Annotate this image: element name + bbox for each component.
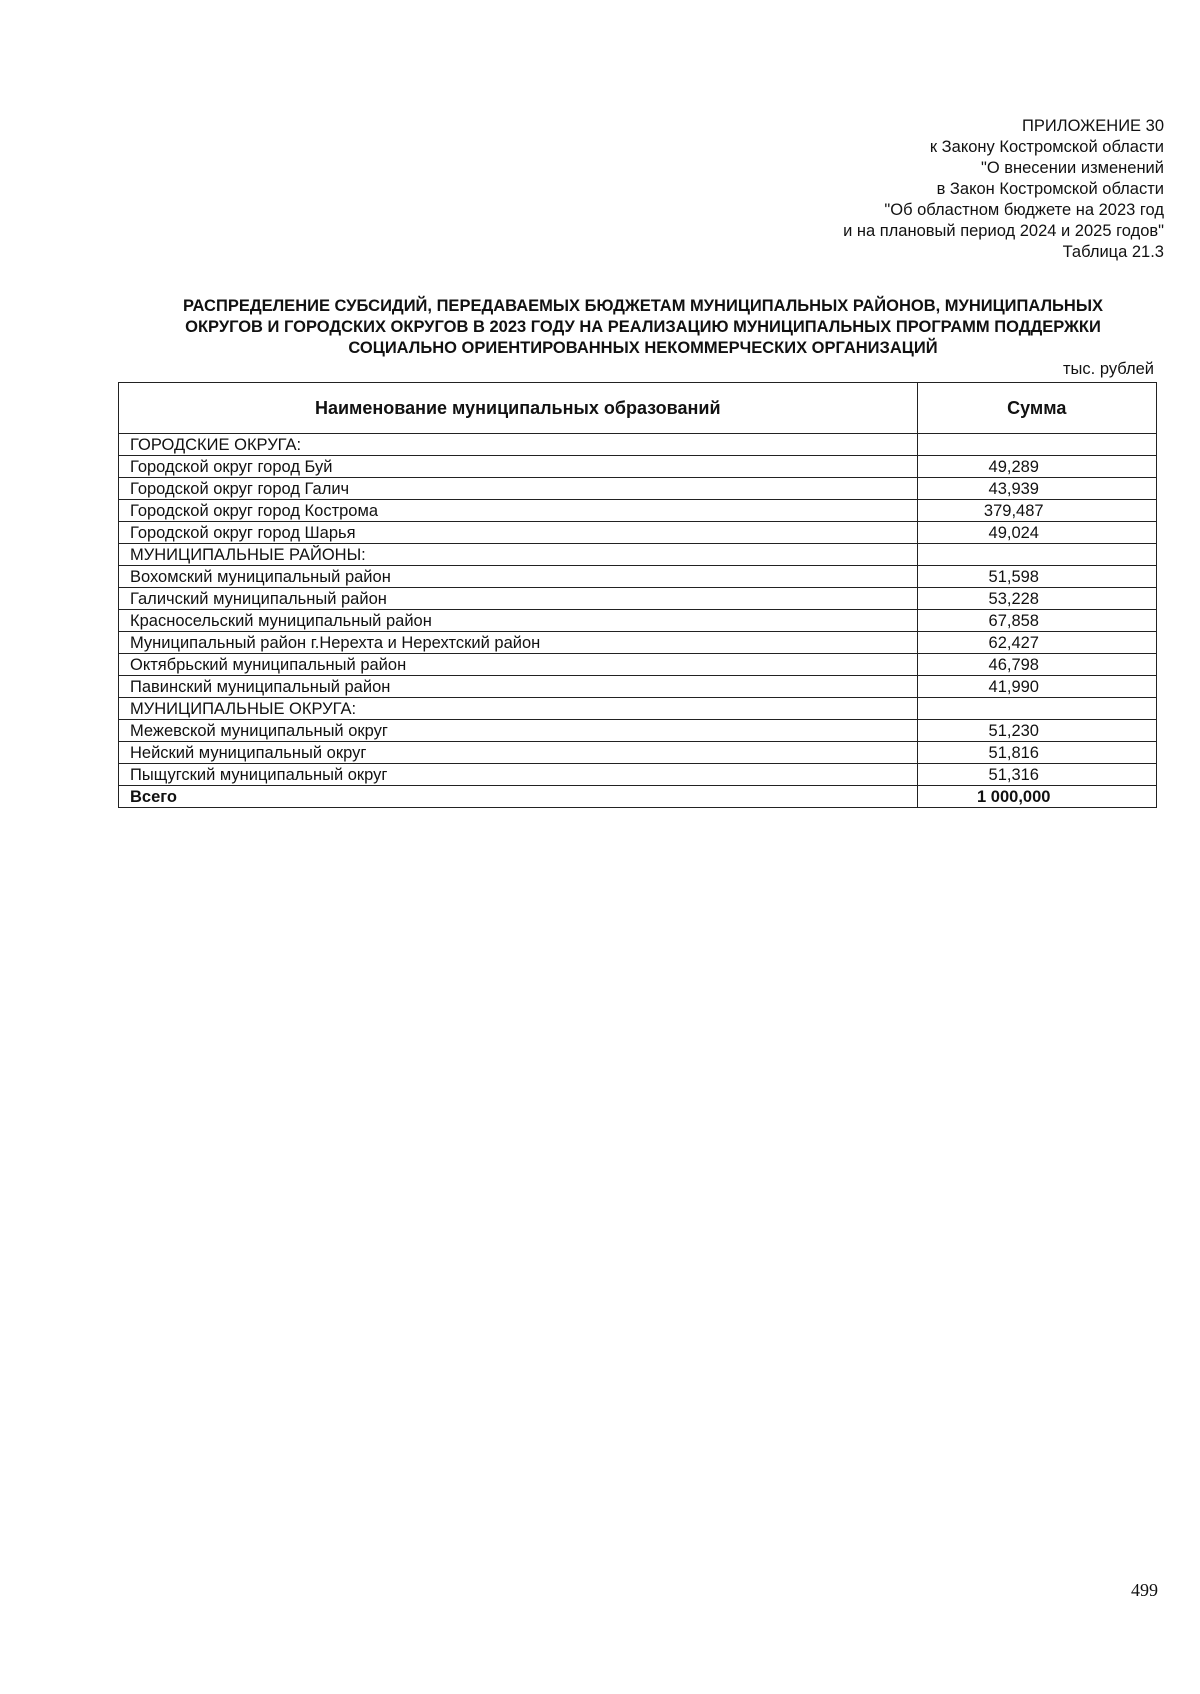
- table-row: [119, 500, 1157, 522]
- municipality-name-cell: Галичский муниципальный район: [119, 588, 918, 610]
- municipality-name-cell: Павинский муниципальный район: [119, 676, 918, 698]
- column-header-name: Наименование муниципальных образований: [119, 383, 918, 434]
- sum-cell: 51,230: [917, 720, 1156, 742]
- municipality-name-cell: Октябрьский муниципальный район: [119, 654, 918, 676]
- table-header-row: [119, 383, 1157, 434]
- sum-cell: [917, 698, 1156, 720]
- sum-cell: [917, 544, 1156, 566]
- sum-cell: 46,798: [917, 654, 1156, 676]
- table-number: Таблица 21.3: [1062, 243, 1164, 261]
- total-row: [119, 786, 1157, 808]
- appendix-header: [644, 116, 1164, 263]
- table-row: [119, 478, 1157, 500]
- municipality-name-cell: Городской округ город Шарья: [119, 522, 918, 544]
- table-row: [119, 720, 1157, 742]
- section-row: [119, 544, 1157, 566]
- table-row: [119, 456, 1157, 478]
- appendix-header-line: к Закону Костромской области: [929, 138, 1164, 156]
- page-number: 499: [1131, 1580, 1158, 1600]
- municipality-name-cell: Красносельский муниципальный район: [119, 610, 918, 632]
- subsidy-table: [118, 382, 1157, 808]
- sum-cell: 67,858: [917, 610, 1156, 632]
- title-line: РАСПРЕДЕЛЕНИЕ СУБСИДИЙ, ПЕРЕДАВАЕМЫХ БЮДЖЕТАМ МУНИЦИПАЛЬНЫХ РАЙОНОВ, МУНИЦИПАЛЬНЫХ: [183, 297, 1103, 315]
- municipality-name-cell: Межевской муниципальный округ: [119, 720, 918, 742]
- sum-cell: 379,487: [917, 500, 1156, 522]
- table-row: [119, 654, 1157, 676]
- table-row: [119, 588, 1157, 610]
- sum-cell: 51,598: [917, 566, 1156, 588]
- column-header-sum: Сумма: [917, 383, 1156, 434]
- sum-cell: 41,990: [917, 676, 1156, 698]
- section-name-cell: ГОРОДСКИЕ ОКРУГА:: [119, 434, 918, 456]
- municipality-name-cell: Вохомский муниципальный район: [119, 566, 918, 588]
- appendix-header-line: в Закон Костромской области: [936, 180, 1164, 198]
- table-row: [119, 764, 1157, 786]
- municipality-name-cell: Городской округ город Кострома: [119, 500, 918, 522]
- municipality-name-cell: Городской округ город Галич: [119, 478, 918, 500]
- sum-cell: 62,427: [917, 632, 1156, 654]
- title-line: СОЦИАЛЬНО ОРИЕНТИРОВАННЫХ НЕКОММЕРЧЕСКИХ ОРГАНИЗАЦИЙ: [348, 339, 938, 357]
- sum-cell: 43,939: [917, 478, 1156, 500]
- total-sum-cell: 1 000,000: [917, 786, 1156, 808]
- sum-cell: 49,024: [917, 522, 1156, 544]
- sum-cell: [917, 434, 1156, 456]
- appendix-header-line: ПРИЛОЖЕНИЕ 30: [1022, 117, 1164, 135]
- municipality-name-cell: Пыщугский муниципальный округ: [119, 764, 918, 786]
- sum-cell: 49,289: [917, 456, 1156, 478]
- sum-cell: 51,316: [917, 764, 1156, 786]
- units-label: тыс. рублей: [1063, 360, 1154, 378]
- table-row: [119, 610, 1157, 632]
- sum-cell: 53,228: [917, 588, 1156, 610]
- document-title: [118, 296, 1168, 359]
- section-row: [119, 434, 1157, 456]
- table-row: [119, 632, 1157, 654]
- municipality-name-cell: Городской округ город Буй: [119, 456, 918, 478]
- table-row: [119, 742, 1157, 764]
- table-row: [119, 676, 1157, 698]
- appendix-header-line: и на плановый период 2024 и 2025 годов": [843, 222, 1164, 240]
- sum-cell: 51,816: [917, 742, 1156, 764]
- section-row: [119, 698, 1157, 720]
- table-row: [119, 522, 1157, 544]
- section-name-cell: МУНИЦИПАЛЬНЫЕ ОКРУГА:: [119, 698, 918, 720]
- municipality-name-cell: Нейский муниципальный округ: [119, 742, 918, 764]
- section-name-cell: МУНИЦИПАЛЬНЫЕ РАЙОНЫ:: [119, 544, 918, 566]
- table-row: [119, 566, 1157, 588]
- table-body: [119, 434, 1157, 808]
- title-line: ОКРУГОВ И ГОРОДСКИХ ОКРУГОВ В 2023 ГОДУ НА РЕАЛИЗАЦИЮ МУНИЦИПАЛЬНЫХ ПРОГРАММ ПОДДЕРЖКИ: [185, 318, 1101, 336]
- appendix-header-line: "О внесении изменений: [980, 159, 1164, 177]
- appendix-header-line: "Об областном бюджете на 2023 год: [884, 201, 1164, 219]
- total-label-cell: Всего: [119, 786, 918, 808]
- municipality-name-cell: Муниципальный район г.Нерехта и Нерехтский район: [119, 632, 918, 654]
